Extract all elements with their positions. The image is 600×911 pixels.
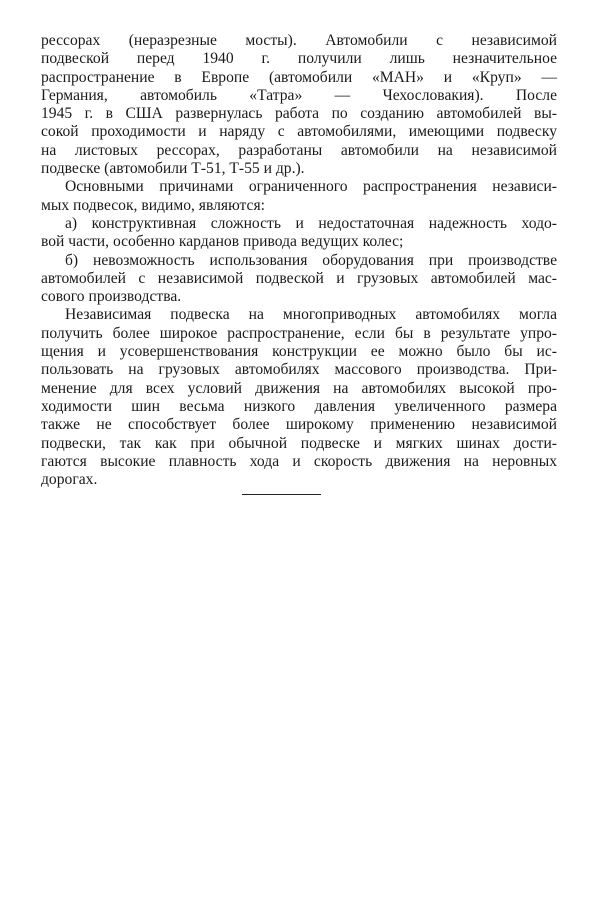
text-line: гаются высокие плавность хода и скорость движения на неровных [41, 452, 557, 470]
text-line: подвески, так как при обычной подвеске и мягких шинах дости- [41, 434, 557, 452]
list-item-b [41, 252, 557, 307]
section-end-rule [242, 494, 321, 495]
text-line: на листовых рессорах, разработаны автомобили на независимой [41, 141, 557, 159]
text-line: подвеске (автомобили Т-51, Т-55 и др.). [41, 160, 305, 178]
text-line: менение для всех условий движения на автомобилях высокой про- [41, 379, 557, 397]
text-line: сового производства. [41, 288, 182, 306]
text-line: а) конструктивная сложность и недостаточная надежность ходо- [65, 214, 557, 232]
text-line: дорогах. [41, 471, 98, 489]
text-line: рессорах (неразрезные мосты). Автомобили с независимой [41, 32, 557, 49]
paragraph-history [41, 32, 557, 178]
text-line: щения и усовершенствования конструкции ее можно было бы ис- [41, 343, 557, 361]
text-line: мых подвесок, видимо, являются: [41, 196, 265, 214]
text-line: также не способствует более широкому применению независимой [41, 416, 557, 434]
text-line: распространение в Европе (автомобили «МАН» и «Круп» — [41, 68, 557, 86]
text-line: Независимая подвеска на многоприводных автомобилях могла [65, 306, 557, 324]
document-page [41, 32, 557, 489]
text-line: сокой проходимости и наряду с автомобилями, имеющими подвеску [41, 123, 557, 141]
paragraph-reasons-intro [41, 178, 557, 215]
text-line: 1945 г. в США развернулась работа по созданию автомобилей вы- [41, 105, 557, 123]
text-line: Германия, автомобиль «Татра» — Чехословакия). После [41, 86, 557, 104]
text-line: автомобилей с независимой подвеской и грузовых автомобилей мас- [41, 269, 557, 287]
text-line: вой части, особенно карданов привода ведущих колес; [41, 233, 404, 251]
text-line: Основными причинами ограниченного распространения независи- [65, 178, 557, 196]
text-line: получить более широкое распространение, если бы в результате упро- [41, 324, 557, 342]
paragraph-conclusion [41, 306, 557, 489]
text-line: б) невозможность использования оборудования при производстве [65, 251, 557, 269]
text-line: пользовать на грузовых автомобилях массового производства. При- [41, 361, 557, 379]
text-line: подвеской перед 1940 г. получили лишь незначительное [41, 50, 557, 68]
text-line: ходимости шин весьма низкого давления увеличенного размера [41, 397, 557, 415]
list-item-a [41, 215, 557, 252]
